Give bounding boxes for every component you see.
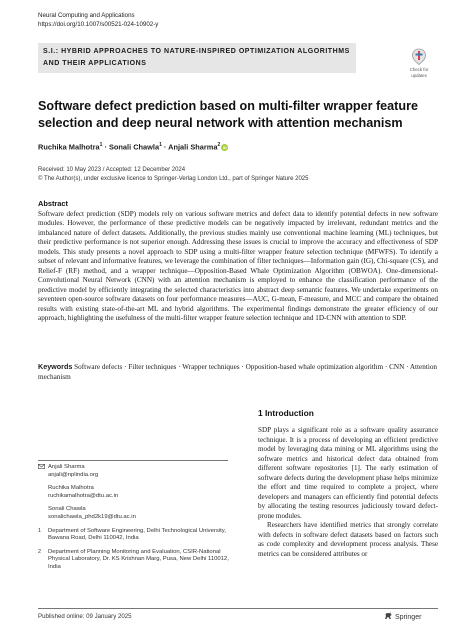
author-separator: ·	[161, 142, 169, 152]
footnotes	[38, 464, 238, 578]
author-name[interactable]: Ruchika Malhotra	[38, 142, 100, 152]
author-affiliation-mark: 1	[99, 142, 103, 148]
affiliation	[38, 549, 238, 572]
contact-block	[38, 464, 238, 479]
affiliation-text: Department of Planning Monitoring and Evaluation, CSIR-National Physical Laboratory, Dr. KS Krishnan Marg, Pusa, New Delhi 110012, India	[48, 548, 229, 570]
abstract-heading: Abstract	[38, 199, 68, 208]
banner-line-2: AND THEIR APPLICATIONS	[43, 60, 147, 67]
doi-link[interactable]: https://doi.org/10.1007/s00521-024-10902-y	[38, 21, 159, 28]
affiliation-number: 2	[38, 548, 41, 555]
author-affiliation-mark: 1	[159, 142, 162, 148]
received-accepted: Received: 10 May 2023 / Accepted: 12 December 2024	[38, 167, 186, 173]
orcid-icon[interactable]: iD	[222, 145, 227, 151]
contact-name: Sonali Chawla	[48, 506, 86, 513]
affiliation	[38, 528, 238, 543]
contact-email[interactable]: anjali@nplindia.org	[48, 471, 99, 478]
envelope-icon	[38, 464, 45, 473]
publisher-name: Springer	[394, 614, 422, 621]
affiliation-text: Department of Software Engineering, Delhi Technological University, Bawana Road, Delhi 110042, India	[48, 527, 226, 542]
contact-email[interactable]: ruchikamalhotra@dtu.ac.in	[48, 492, 119, 499]
badge-text-1: Check for	[409, 67, 429, 72]
publication-dates	[38, 166, 308, 184]
author-name[interactable]: Anjali Sharma	[168, 142, 218, 152]
check-for-updates-badge[interactable]	[404, 48, 434, 78]
contact-block	[38, 506, 238, 521]
introduction-body	[258, 426, 438, 559]
keywords-label: Keywords	[38, 362, 73, 371]
footer-rule	[38, 608, 438, 609]
contact-name: Anjali Sharma	[48, 464, 85, 470]
banner-line-1: S.I.: HYBRID APPROACHES TO NATURE-INSPIRED OPTIMIZATION ALGORITHMS	[43, 48, 350, 55]
contact-name: Ruchika Malhotra	[48, 485, 94, 492]
keywords	[38, 362, 438, 382]
badge-text-2: updates	[411, 73, 427, 78]
intro-paragraph: SDP plays a significant role as a software quality assurance technique. It is a process of developing an efficient predictive model by leveraging data mining or ML algorithms using the software metrics and historical defect data obtained from different software repositories [1]. The early estimation of software defects during the development phase helps minimize the effort and time required to complete a project, where developers and managers can efficiently find potential defects by allocating the testing resources judiciously toward defect-prone modules.	[258, 426, 438, 520]
keywords-list: Software defects · Filter techniques · Wrapper techniques · Opposition-based whale optimization algorithm · CNN · Attention mechanism	[38, 363, 438, 381]
copyright-line: © The Author(s), under exclusive licence to Springer-Verlag London Ltd., part of Springer Nature 2025	[38, 176, 309, 182]
published-online: Published online: 09 January 2025	[38, 613, 132, 620]
author-separator: ·	[102, 142, 109, 152]
author-list	[38, 142, 228, 151]
contact-email[interactable]: sonalichawla_phd2k19@dtu.ac.in	[48, 513, 136, 520]
paper-title: Software defect prediction based on multi-filter wrapper feature selection and deep neural network with attention mechanism	[38, 99, 418, 130]
introduction-heading: 1 Introduction	[258, 408, 314, 418]
intro-paragraph: Researchers have identified metrics that strongly correlate with defects in software defect datasets based on factors such as code complexity and development process analysis. These metrics can be considered attributes or	[258, 521, 438, 558]
journal-header	[38, 11, 158, 29]
crossmark-icon	[411, 48, 427, 66]
author-affiliation-mark: 2	[217, 142, 221, 148]
abstract-text: Software defect prediction (SDP) models rely on various software metrics and defect data to identify potential defects in new software modules. However, the performance of these predictive models can be negatively impacted by irrelevant, redundant metrics and the imbalanced nature of defect datasets. Additionally, the previous studies mainly use conventional machine learning (ML) techniques, but their predictive performance is not superior enough. Addressing these issues is crucial to improve the accuracy and effectiveness of SDP models. This study presents a novel approach to SDP using a multi-filter wrapper feature selection technique (MFWFS). To identify a subset of relevant and informative features, we leverage the combination of filter techniques—Information gain (IG), Chi-square (CS), and Relief-F (RF) method, and a wrapper technique—Opposition-Based Whale Optimization Algorithm (OBWOA). One-dimensional-Convolutional Neural Network (CNN) with an attention mechanism is employed to enhance the classification performance of the predictive model by efficiently integrating the selected characteristics into abstract deep semantic features. We undertake experiments on seventeen open-source software datasets on four performance measures—AUC, G-mean, F-measure, and MCC and compare the obtained results with existing state-of-the-art ML and hybrid algorithms. The experimental findings demonstrate the greater efficiency of our approach, highlighting the usefulness of the multi-filter wrapper feature selection technique and 1D-CNN with attention to SDP.	[38, 210, 438, 322]
journal-name: Neural Computing and Applications	[38, 12, 135, 19]
author-name[interactable]: Sonali Chawla	[108, 142, 160, 152]
footnote-rule	[38, 460, 228, 461]
springer-horse-icon	[384, 612, 393, 620]
special-issue-banner	[38, 43, 356, 73]
affiliation-number: 1	[38, 527, 41, 534]
contact-block	[38, 485, 238, 500]
publisher-logo[interactable]	[384, 612, 421, 621]
